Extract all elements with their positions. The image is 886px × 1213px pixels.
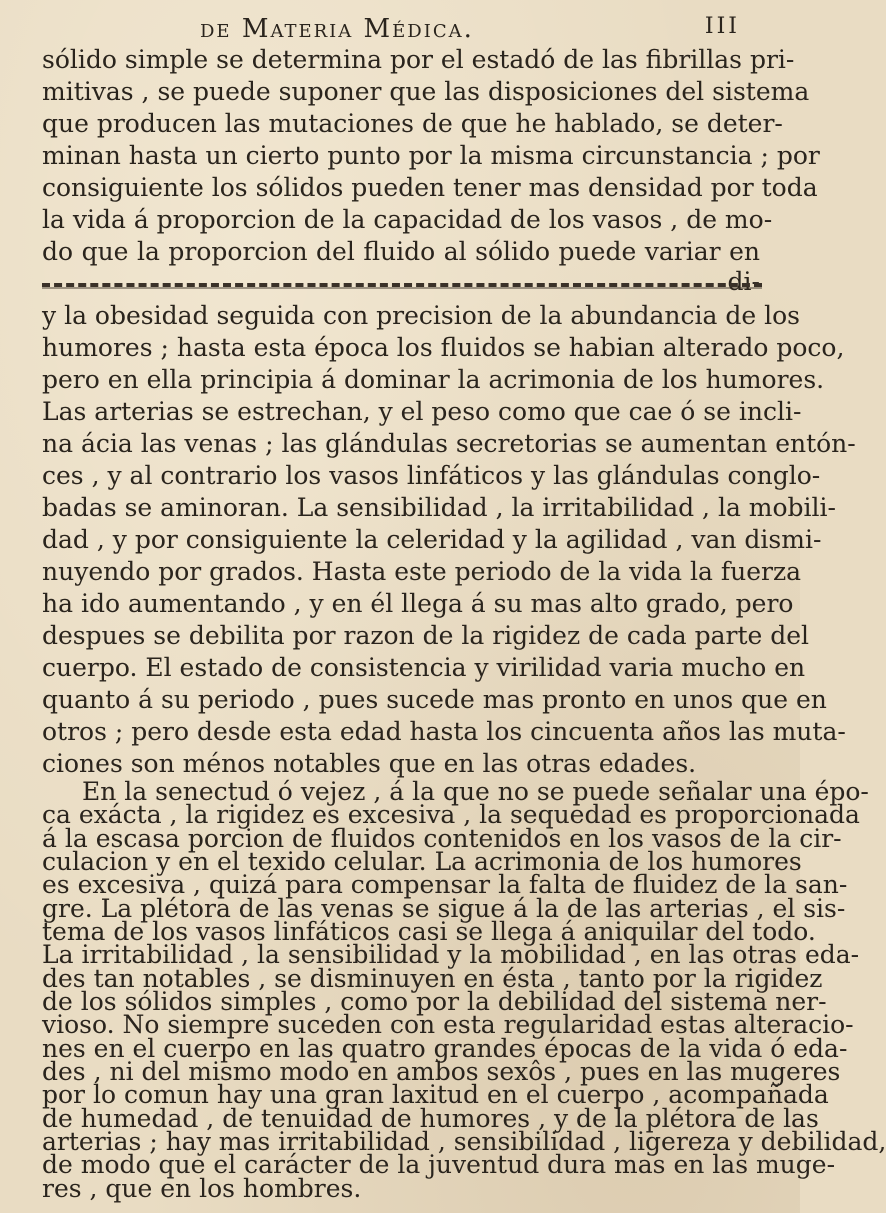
text-line: Las arterias se estrechan, y el peso como que cae ó se incli- xyxy=(42,397,802,426)
text-line: la vida á proporcion de la capacidad de los vasos , de mo- xyxy=(42,205,773,234)
text-line: y la obesidad seguida con precision de la abundancia de los xyxy=(42,301,800,330)
text-line: humores ; hasta esta época los fluidos se habian alterado poco, xyxy=(42,333,845,362)
text-line: ciones son ménos notables que en las otras edades. xyxy=(42,749,697,778)
running-title: de Materia Médica. xyxy=(200,14,474,44)
text-line: des tan notables , se disminuyen en ésta , tanto por la rigidez xyxy=(42,963,823,993)
text-line: sólido simple se determina por el estadó de las fibrillas pri- xyxy=(42,45,795,74)
text-line: tema de los vasos linfáticos casi se llega á aniquilar del todo. xyxy=(42,917,816,946)
text-line: nes en el cuerpo en las quatro grandes épocas de la vida ó eda- xyxy=(42,1033,848,1063)
text-line: mitivas , se puede suponer que las disposiciones del sistema xyxy=(42,77,810,106)
text-line: que producen las mutaciones de que he hablado, se deter- xyxy=(42,109,783,138)
page-divider-shadow xyxy=(42,287,762,289)
text-line: quanto á su periodo , pues sucede mas pronto en unos que en xyxy=(42,685,827,714)
page-number: III xyxy=(704,14,740,39)
text-line: do que la proporcion del fluido al sólido puede variar en xyxy=(42,237,760,266)
catchword: di- xyxy=(727,267,760,296)
text-line: culacion y en el texido celular. La acrimonia de los humores xyxy=(42,847,802,876)
text-line: ca exácta , la rigidez es excesiva , la sequedad es proporcionada xyxy=(42,800,860,830)
text-line: pero en ella principia á dominar la acrimonia de los humores. xyxy=(42,365,825,394)
text-line: de humedad , de tenuidad de humores , y de la plétora de las xyxy=(42,1103,819,1133)
text-line: cuerpo. El estado de consistencia y virilidad varia mucho en xyxy=(42,653,806,682)
text-line: res , que en los hombres. xyxy=(42,1173,362,1203)
text-line: por lo comun hay una gran laxitud en el cuerpo , acompañada xyxy=(42,1080,829,1110)
text-line: des , ni del mismo modo en ambos sexôs , pues en las mugeres xyxy=(42,1057,841,1086)
text-line: de los sólidos simples , como por la debilidad del sistema ner- xyxy=(42,987,827,1016)
text-line: minan hasta un cierto punto por la misma circunstancia ; por xyxy=(42,141,820,170)
text-line: despues se debilita por razon de la rigidez de cada parte del xyxy=(42,621,810,650)
text-line: dad , y por consiguiente la celeridad y la agilidad , van dismi- xyxy=(42,525,822,554)
text-line: de modo que el carácter de la juventud dura mas en las muge- xyxy=(42,1150,836,1180)
text-line: á la escasa porcion de fluidos contenidos en los vasos de la cir- xyxy=(42,823,842,853)
page-header xyxy=(180,14,740,48)
text-line: En la senectud ó vejez , á la que no se puede señalar una épo- xyxy=(82,777,869,806)
text-line: es excesiva , quizá para compensar la falta de fluidez de la san- xyxy=(42,870,848,900)
text-line: consiguiente los sólidos pueden tener mas densidad por toda xyxy=(42,173,818,202)
text-line: badas se aminoran. La sensibilidad , la irritabilidad , la mobili- xyxy=(42,493,836,522)
text-line: na ácia las venas ; las glándulas secretorias se aumentan entón- xyxy=(42,429,856,458)
text-line: gre. La plétora de las venas se sigue á la de las arterias , el sis- xyxy=(42,893,846,923)
text-line: La irritabilidad , la sensibilidad y la mobilidad , en las otras eda- xyxy=(42,940,860,970)
text-line: vioso. No siempre suceden con esta regularidad estas alteracio- xyxy=(42,1010,854,1040)
text-line: nuyendo por grados. Hasta este periodo de la vida la fuerza xyxy=(42,557,802,586)
text-line: ha ido aumentando , y en él llega á su mas alto grado, pero xyxy=(42,589,794,618)
text-line: otros ; pero desde esta edad hasta los cincuenta años las muta- xyxy=(42,717,846,746)
text-line: ces , y al contrario los vasos linfáticos y las glándulas conglo- xyxy=(42,461,821,490)
text-line: arterias ; hay mas irritabilidad , sensibilidad , ligereza y debilidad, xyxy=(42,1127,886,1156)
